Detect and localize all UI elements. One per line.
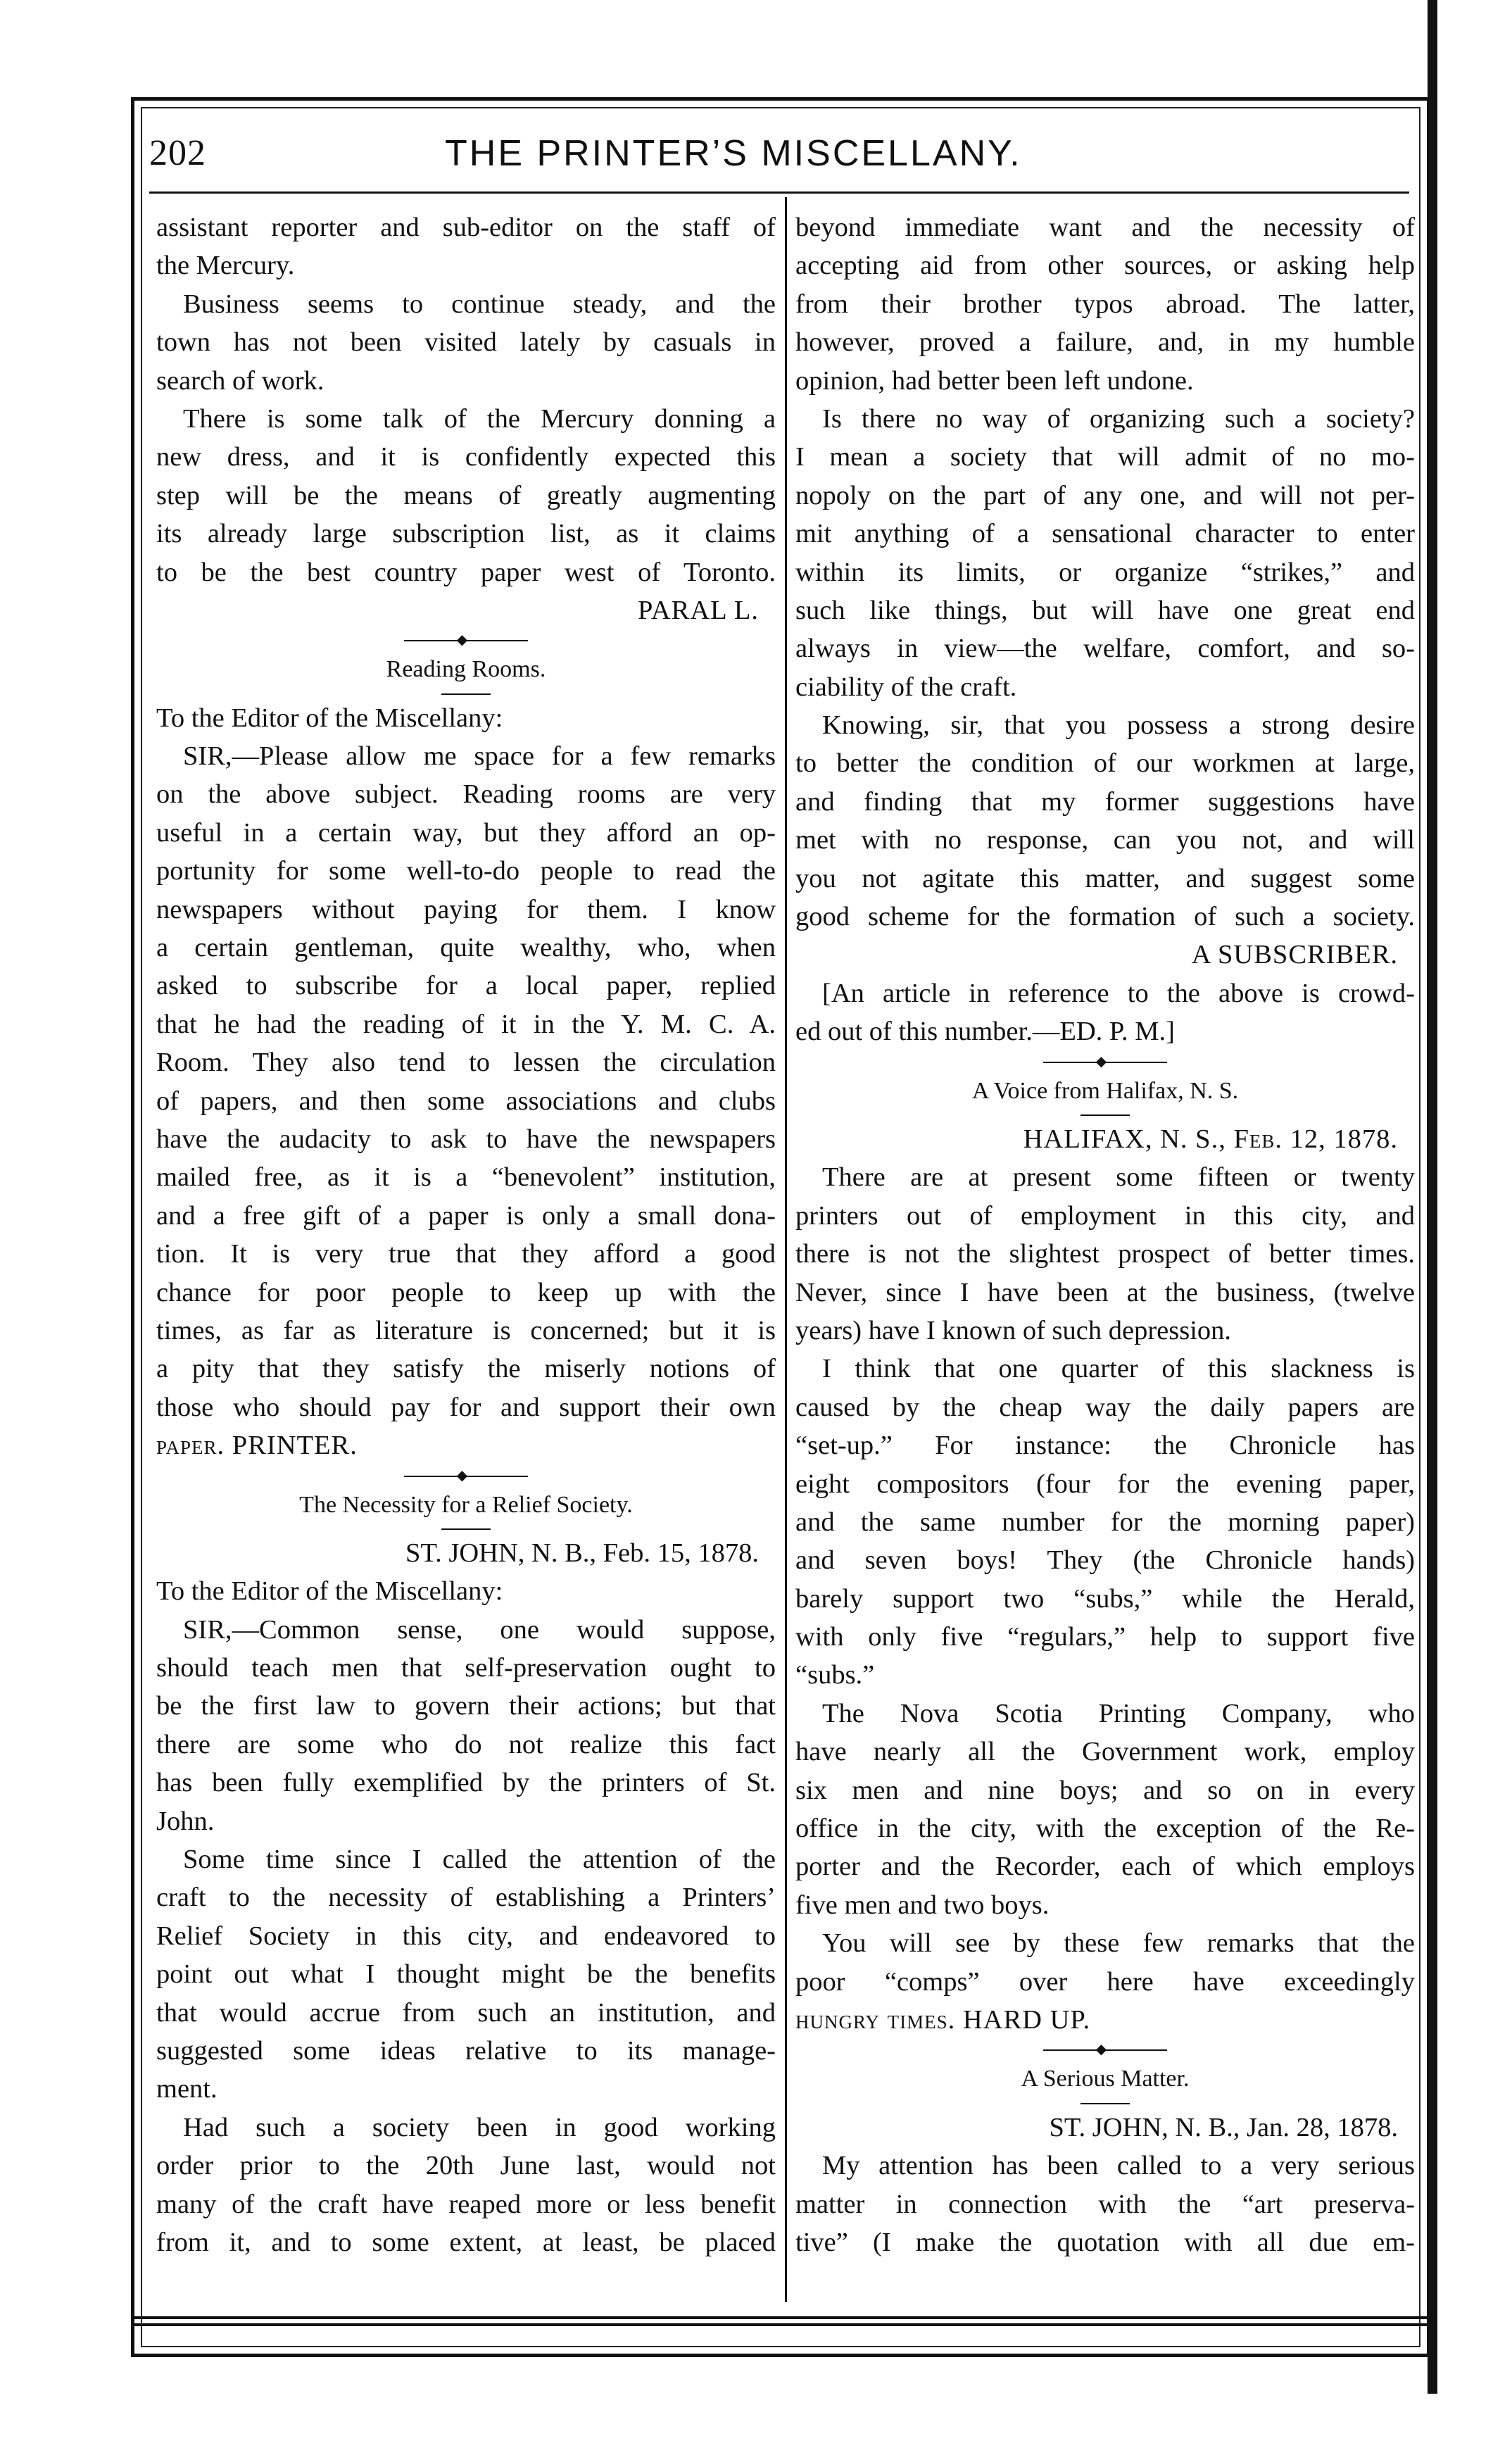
text-line: those who should pay for and support their own [156, 1392, 776, 1422]
text-line: chance for poor people to keep up with the [156, 1277, 776, 1307]
text-line: “subs.” [795, 1660, 875, 1690]
text-line: always in view—the welfare, comfort, and so- [795, 634, 1415, 664]
text-line: Room. They also tend to lessen the circulation [156, 1048, 776, 1078]
text-line: years) have I known of such depression. [795, 1315, 1232, 1345]
text-line: Knowing, sir, that you possess a strong desire [822, 710, 1415, 741]
text-line: mit anything of a sensational character to enter [795, 519, 1415, 549]
text-line: newspapers without paying for them. I know [156, 894, 776, 924]
text-line: from it, and to some extent, at least, be placed [156, 2227, 776, 2257]
text-line: barely support two “subs,” while the Herald, [795, 1583, 1415, 1614]
right-column-continuation [795, 208, 1415, 1051]
text-line: Relief Society in this city, and endeavored to [156, 1921, 776, 1951]
text-line: its already large subscription list, as it claims [156, 519, 776, 549]
text-line: there is not the slightest prospect of better times. [795, 1239, 1415, 1269]
text-line: assistant reporter and sub-editor on the staff of [156, 213, 776, 242]
text-line: paper. PRINTER. [156, 1431, 358, 1461]
text-line: My attention has been called to a very serious [822, 2151, 1415, 2181]
text-line: Business seems to continue steady, and the [183, 289, 776, 319]
text-line: Some time since I called the attention of the [183, 1845, 776, 1875]
short-rule [795, 2099, 1415, 2109]
text-line: the Mercury. [156, 251, 295, 281]
halifax-letter [795, 1120, 1415, 2039]
page-number: 202 [149, 133, 206, 173]
text-line: ment. [156, 2074, 218, 2104]
text-line: and seven boys! They (the Chronicle hands) [795, 1545, 1415, 1576]
text-line: tive” (I make the quotation with all due em- [795, 2227, 1415, 2257]
text-line: many of the craft have reaped more or less benefit [156, 2189, 776, 2219]
text-line: new dress, and it is confidently expected this [156, 442, 776, 472]
text-line: of papers, and then some associations and clubs [156, 1086, 776, 1116]
text-line: have the audacity to ask to have the newspapers [156, 1124, 776, 1154]
text-line: I mean a society that will admit of no mo- [795, 442, 1415, 472]
text-line: caused by the cheap way the daily papers are [795, 1392, 1415, 1422]
relief-society-letter [156, 1534, 776, 2261]
short-rule [795, 1110, 1415, 1120]
text-line: five men and two boys. [795, 1890, 1050, 1920]
right-column [795, 208, 1415, 2261]
text-line: ST. JOHN, N. B., Jan. 28, 1878. [1049, 2112, 1398, 2142]
ornamental-rule [156, 629, 776, 651]
text-line: that he had the reading of it in the Y. M. C. A. [156, 1009, 776, 1039]
ornamental-rule [156, 1465, 776, 1486]
text-line: mailed free, as it is a “benevolent” institution, [156, 1162, 776, 1193]
ornamental-rule [795, 1051, 1415, 1072]
text-line: and the same number for the morning paper) [795, 1507, 1415, 1537]
text-line: have nearly all the Government work, employ [795, 1737, 1415, 1767]
text-line: beyond immediate want and the necessity of [795, 213, 1415, 242]
text-line: John. [156, 1806, 215, 1836]
section-heading-halifax: A Voice from Halifax, N. S. [971, 1077, 1239, 1104]
short-rule [156, 1524, 776, 1534]
text-line: good scheme for the formation of such a society. [795, 902, 1415, 932]
text-line: asked to subscribe for a local paper, replied [156, 971, 776, 1001]
text-line: nopoly on the part of any one, and will not per- [795, 480, 1415, 510]
text-line: and a free gift of a paper is only a small dona- [156, 1200, 776, 1231]
text-line: and finding that my former suggestions have [795, 786, 1415, 817]
text-line: matter in connection with the “art preserva- [795, 2189, 1415, 2219]
bottom-rule [131, 2323, 1430, 2326]
serious-matter-letter [795, 2109, 1415, 2262]
text-line: ST. JOHN, N. B., Feb. 15, 1878. [405, 1538, 759, 1568]
text-line: times, as far as literature is concerned; but it is [156, 1315, 776, 1345]
text-line: SIR,—Common sense, one would suppose, [183, 1614, 776, 1645]
text-line: step will be the means of greatly augmenting [156, 480, 776, 510]
text-line: opinion, had better been left undone. [795, 365, 1194, 396]
text-line: however, proved a failure, and, in my humble [795, 327, 1415, 358]
text-line: has been fully exemplified by the printers of St. [156, 1768, 776, 1798]
text-line: I think that one quarter of this slackness is [822, 1354, 1415, 1384]
section-heading-serious-matter: A Serious Matter. [1021, 2066, 1190, 2092]
text-line: to be the best country paper west of Toronto. [156, 557, 776, 587]
text-line: on the above subject. Reading rooms are very [156, 779, 776, 810]
text-line: printers out of employment in this city, and [795, 1200, 1415, 1231]
page-header [149, 128, 1409, 184]
left-column [156, 208, 776, 2261]
text-line: tion. It is very true that they afford a good [156, 1239, 776, 1269]
text-line: office in the city, with the exception of the Re- [795, 1814, 1415, 1844]
text-line: ed out of this number.—ED. P. M.] [795, 1017, 1175, 1047]
text-line: to better the condition of our workmen at large, [795, 748, 1415, 779]
text-line: poor “comps” over here have exceedingly [795, 1966, 1415, 1997]
section-heading-reading-rooms: Reading Rooms. [386, 656, 546, 683]
text-line: within its limits, or organize “strikes,” and [795, 557, 1415, 587]
text-line: order prior to the 20th June last, would not [156, 2151, 776, 2181]
text-line: PARAL L. [637, 595, 759, 625]
text-line: Had such a society been in good working [183, 2112, 776, 2142]
text-line: eight compositors (four for the evening paper, [795, 1469, 1415, 1499]
text-line: There are at present some fifteen or twenty [822, 1162, 1415, 1193]
text-line: with only five “regulars,” help to support five [795, 1622, 1415, 1652]
text-line: To the Editor of the Miscellany: [156, 1576, 503, 1607]
text-line: that would accrue from such an institution, and [156, 1997, 776, 2028]
text-line: The Nova Scotia Printing Company, who [822, 1698, 1415, 1728]
text-line: Is there no way of organizing such a society? [822, 403, 1415, 434]
text-line: such like things, but will have one great end [795, 595, 1415, 625]
text-line: from their brother typos abroad. The latter, [795, 289, 1415, 319]
text-line: six men and nine boys; and so on in every [795, 1775, 1415, 1805]
text-line: hungry times. HARD UP. [795, 2004, 1091, 2035]
text-line: craft to the necessity of establishing a Printers’ [156, 1883, 776, 1913]
text-line: [An article in reference to the above is crowd- [822, 978, 1415, 1008]
header-rule [149, 191, 1409, 194]
text-line: There is some talk of the Mercury donning a [183, 403, 776, 434]
text-line: You will see by these few remarks that the [822, 1928, 1415, 1959]
ornamental-rule [795, 2039, 1415, 2060]
left-column-intro [156, 208, 776, 629]
text-line: town has not been visited lately by casuals in [156, 327, 776, 358]
text-line: A SUBSCRIBER. [1191, 940, 1398, 970]
text-line: useful in a certain way, but they afford an op- [156, 817, 776, 848]
bottom-rule [131, 2316, 1430, 2319]
text-line: a certain gentleman, quite wealthy, who, when [156, 933, 776, 963]
text-line: Never, since I have been at the business, (twelve [795, 1277, 1415, 1307]
text-line: HALIFAX, N. S., Feb. 12, 1878. [1023, 1124, 1398, 1154]
text-line: should teach men that self-preservation ought to [156, 1653, 776, 1683]
text-line: met with no response, can you not, and will [795, 825, 1415, 855]
text-line: search of work. [156, 365, 325, 396]
text-line: To the Editor of the Miscellany: [156, 703, 503, 733]
text-line: be the first law to govern their actions; but that [156, 1691, 776, 1721]
text-line: ciability of the craft. [795, 672, 1017, 702]
text-line: “set-up.” For instance: the Chronicle has [795, 1431, 1415, 1461]
text-line: porter and the Recorder, each of which employs [795, 1852, 1415, 1882]
reading-rooms-letter [156, 699, 776, 1465]
text-line: there are some who do not realize this fact [156, 1729, 776, 1759]
text-line: SIR,—Please allow me space for a few remarks [183, 741, 776, 772]
short-rule [156, 689, 776, 699]
text-line: point out what I thought might be the benefits [156, 1959, 776, 1990]
text-line: accepting aid from other sources, or asking help [795, 251, 1415, 281]
running-title: THE PRINTER’S MISCELLANY. [445, 133, 1022, 174]
text-line: portunity for some well-to-do people to read the [156, 856, 776, 886]
text-line: suggested some ideas relative to its manage- [156, 2035, 776, 2066]
column-divider [785, 197, 787, 2302]
text-line: a pity that they satisfy the miserly notions of [156, 1354, 776, 1384]
section-heading-relief-society: The Necessity for a Relief Society. [299, 1491, 633, 1518]
text-line: you not agitate this matter, and suggest some [795, 863, 1415, 893]
